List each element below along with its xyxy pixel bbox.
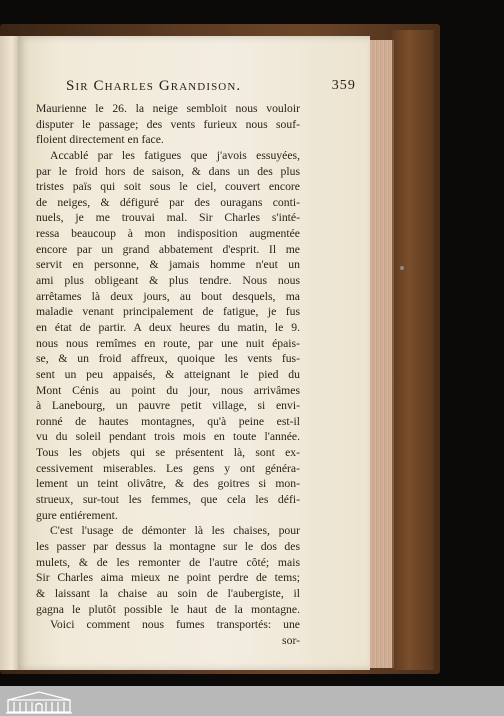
- text-line: cessivement miserables. Les gens y ont généra-: [36, 461, 300, 475]
- library-footer-bar: [0, 686, 504, 716]
- text-line: Sir Charles aima mieux ne point perdre de tems;: [36, 571, 300, 585]
- text-line: arrêtames là deux jours, au bout desquels, ma: [36, 289, 300, 303]
- library-building-logo: [4, 688, 74, 714]
- back-board: [392, 30, 434, 670]
- text-line: Mont Cénis au point du jour, nous arrivâmes: [36, 383, 300, 397]
- text-line: servit en personne, & jamais homme n'eut un: [36, 258, 300, 272]
- text-line: strueux, sur-tout les femmes, que cela les défi-: [36, 493, 300, 507]
- text-line: Tous les objets qui se présentent là, sont ex-: [36, 446, 300, 460]
- text-line: C'est l'usage de démonter là les chaises, pour: [50, 524, 300, 538]
- text-line: vu du soleil pendant trois mois en toute l'année.: [36, 430, 300, 444]
- text-line: nuels, je me trouvai mal. Sir Charles s'inté-: [36, 211, 300, 225]
- left-page-edge: [0, 36, 20, 670]
- text-line: ami plus obligeant & plus tendre. Nous nous: [36, 274, 300, 288]
- text-line: en état de partir. A deux heures du matin, le 9.: [36, 320, 300, 334]
- page-stack-edge: [370, 40, 394, 668]
- text-line: encore par un grand abbatement d'esprit. Il me: [36, 242, 300, 256]
- text-line: gagna le plutôt possible le haut de la montagne.: [36, 602, 300, 616]
- text-line: de neiges, & défiguré par des ouragans conti-: [36, 195, 300, 209]
- text-line: ressa beaucoup à mon indisposition augmentée: [36, 227, 300, 241]
- page-number: 359: [331, 78, 356, 93]
- text-line: floient directement en face.: [36, 133, 164, 147]
- text-line: les passer par dessus la montagne sur le dos des: [36, 539, 300, 553]
- running-head: [40, 78, 358, 96]
- text-line: maladie venant principalement de fatigue, je fus: [36, 305, 300, 319]
- text-line: tristes païs qui soit sous le ciel, couvert encore: [36, 180, 300, 194]
- text-line: mulets, & de les remonter de l'autre côté; mais: [36, 555, 300, 569]
- text-line: disputer le passage; des vents furieux nous souf-: [36, 117, 300, 131]
- text-line: Voici comment nous fumes transportés: une: [50, 618, 300, 632]
- text-line: sent un peu appaisés, & atteignant le pied du: [36, 367, 300, 381]
- text-line: lement un teint olivâtre, & des goitres si mon-: [36, 477, 300, 491]
- text-line: par le froid hors de saison, & dans un des plus: [36, 164, 300, 178]
- text-line: Maurienne le 26. la neige sembloit nous vouloir: [36, 102, 300, 115]
- catchword: sor-: [282, 633, 300, 647]
- text-line: gure entiérement.: [36, 508, 118, 522]
- text-line: se, & un froid affreux, quoique les vents fus-: [36, 352, 300, 366]
- text-line: Accablé par les fatigues que j'avois essuyées,: [50, 148, 300, 162]
- cover-speck: [400, 266, 404, 270]
- text-block: [36, 101, 300, 648]
- text-line: & laissant la chaise au soin de l'aubergiste, il: [36, 586, 300, 600]
- running-title: Sir Charles Grandison.: [66, 78, 242, 94]
- text-line: à Lanebourg, un pauvre petit village, si envi-: [36, 399, 300, 413]
- text-line: ronné de hautes montagnes, qu'à peine est-il: [36, 414, 300, 428]
- text-line: nous nous remîmes en route, par une nuit épais-: [36, 336, 300, 350]
